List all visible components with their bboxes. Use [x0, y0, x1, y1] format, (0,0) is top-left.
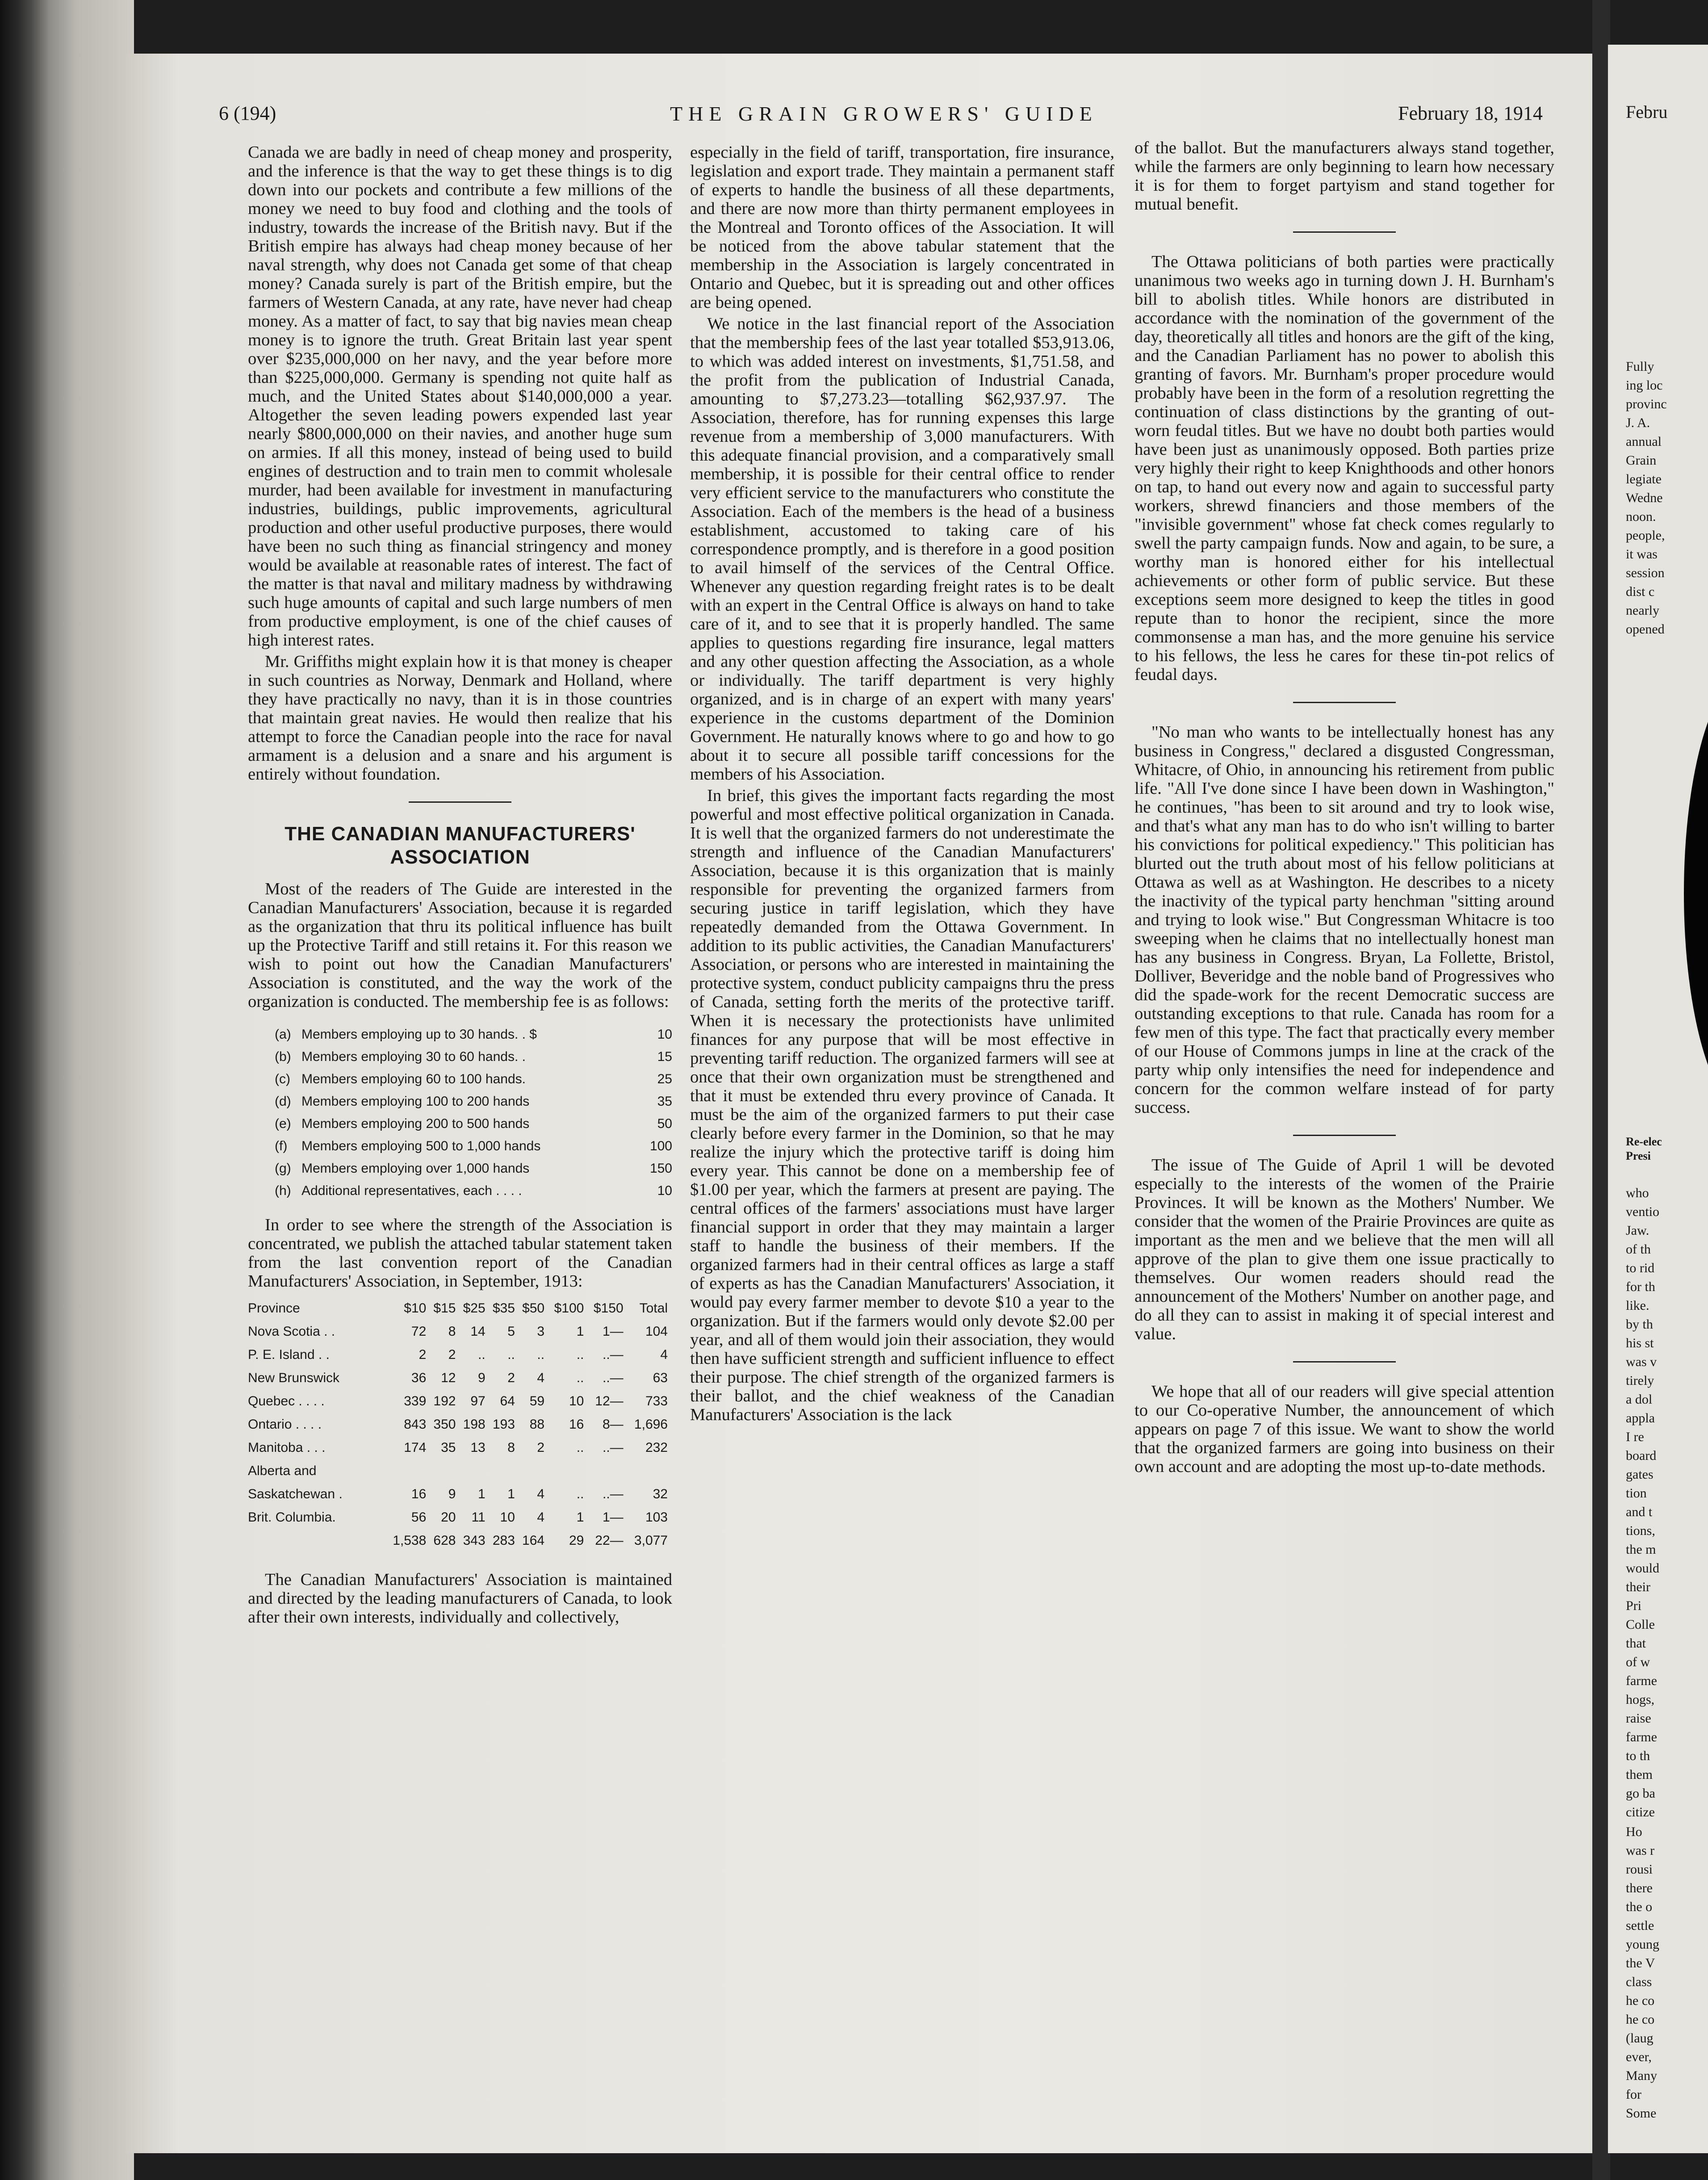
table-row — [248, 1343, 668, 1367]
count-cell: Total — [639, 1301, 668, 1316]
fee-row — [275, 1090, 672, 1113]
text-fragment: noon. — [1626, 509, 1656, 524]
fee-description: Additional representatives, each . . . . — [301, 1183, 522, 1198]
province-cell: Quebec . . . . — [248, 1394, 325, 1409]
count-cell: 104 — [645, 1324, 668, 1339]
count-cell: 232 — [645, 1440, 668, 1455]
section-divider — [1293, 231, 1396, 233]
count-cell: 2 — [419, 1347, 427, 1362]
count-cell: ..— — [602, 1371, 624, 1385]
text-fragment: ventio — [1626, 1204, 1659, 1219]
text-fragment: them — [1626, 1767, 1653, 1782]
text-fragment: Ho — [1626, 1824, 1642, 1839]
count-cell: $150 — [593, 1301, 624, 1316]
text-fragment: J. A. — [1626, 415, 1650, 430]
count-cell: 35 — [441, 1440, 456, 1455]
text-fragment: would — [1626, 1561, 1659, 1576]
count-cell: 2 — [448, 1347, 456, 1362]
count-cell: 72 — [411, 1324, 427, 1339]
text-fragment: Many — [1626, 2068, 1657, 2083]
text-fragment: hogs, — [1626, 1692, 1655, 1707]
province-cell: Nova Scotia . . — [248, 1324, 335, 1339]
table-row — [248, 1459, 668, 1483]
text-fragment: tion — [1626, 1486, 1647, 1501]
count-cell: 4 — [537, 1371, 545, 1385]
table-row — [248, 1529, 668, 1552]
count-cell: $25 — [463, 1301, 486, 1316]
text-fragment: go ba — [1626, 1786, 1655, 1801]
count-cell: 1 — [576, 1510, 584, 1525]
count-cell: 1 — [507, 1487, 515, 1501]
count-cell: $15 — [433, 1301, 456, 1316]
table-row — [248, 1320, 668, 1343]
table-header-row — [248, 1297, 668, 1320]
fee-description: Members employing 100 to 200 hands — [301, 1094, 530, 1109]
text-fragment: was v — [1626, 1354, 1657, 1369]
paragraph: Mr. Griffiths might explain how it is that money is cheaper in such countries as Norway, Denmark and Holland, where they have practically no navy, than it is in those countries that maintain great navies. He would then realize that his attempt to force the Canadian people into the race for naval armament is a delusion and a snare and his argument is entirely without foundation. — [248, 652, 672, 784]
count-cell: ..— — [602, 1347, 624, 1362]
column-1 — [248, 143, 672, 1629]
count-cell: 283 — [492, 1533, 515, 1548]
count-cell: 97 — [470, 1394, 486, 1409]
fee-row — [275, 1135, 672, 1157]
province-cell — [248, 1529, 382, 1552]
count-cell: 9 — [448, 1487, 456, 1501]
count-cell: 339 — [404, 1394, 427, 1409]
count-cell: 4 — [660, 1347, 668, 1362]
count-cell: $10 — [404, 1301, 427, 1316]
count-cell: .. — [576, 1440, 584, 1455]
count-cell: 12 — [441, 1371, 456, 1385]
paragraph: The issue of The Guide of April 1 will be devoted especially to the interests of the women of the Prairie Provinces. It will be known as the Mothers' Number. We consider that the women of the Prairie Provinces are quite as important as the men and we believe that the men will all approve of the plan to give them one issue practically to themselves. Our women readers should read the announcement of the Mothers' Number on another page, and do all they can to assist in making it of special interest and value. — [1134, 1156, 1554, 1343]
count-cell: $100 — [554, 1301, 584, 1316]
fee-amount: 100 — [649, 1139, 672, 1153]
text-fragment: Grain — [1626, 453, 1657, 468]
text-fragment: (laug — [1626, 2031, 1654, 2046]
province-cell: Alberta and — [248, 1463, 317, 1478]
text-fragment: by th — [1626, 1317, 1653, 1332]
count-cell: .. — [537, 1347, 545, 1362]
column-2 — [690, 143, 1114, 1427]
count-cell: 1,538 — [393, 1533, 427, 1548]
text-fragment: farme — [1626, 1673, 1657, 1688]
count-cell: 8 — [507, 1440, 515, 1455]
membership-table — [248, 1297, 668, 1552]
text-fragment: provinc — [1626, 397, 1667, 411]
text-fragment: Presi — [1626, 1149, 1651, 1162]
count-cell: 88 — [529, 1417, 545, 1432]
province-cell: Saskatchewan . — [248, 1487, 343, 1501]
text-fragment: was r — [1626, 1843, 1655, 1858]
fee-amount: 15 — [657, 1049, 672, 1064]
fee-row — [275, 1068, 672, 1090]
count-cell: $35 — [492, 1301, 515, 1316]
text-fragment: his st — [1626, 1336, 1654, 1350]
fee-letter: (e) — [275, 1116, 291, 1131]
fee-description: Members employing 30 to 60 hands. . — [301, 1049, 526, 1064]
count-cell: 8 — [448, 1324, 456, 1339]
text-fragment: the V — [1626, 1956, 1655, 1970]
scan-binding-shadow — [0, 0, 134, 2180]
paragraph: Canada we are badly in need of cheap money and prosperity, and the inference is that the way to get these things is to dig down into our pockets and contribute a few millions of the money we need to buy food and clothing and the tools of industry, towards the increase of the British navy. But if the British empire has always had cheap money because of her naval strength, why does not Canada get some of that cheap money? Canada surely is part of the British empire, but the farmers of Western Canada, at any rate, have never had cheap money. As a matter of fact, to say that big navies mean cheap money is to ignore the truth. Great Britain last year spent over $235,000,000 on her navy, and the year before more than $225,000,000. Germany is spending not quite half as much, and the United States about $140,000,000 a year. Altogether the seven leading powers expended last year nearly $800,000,000 on their navies, and another huge sum on armies. If all this money, instead of being used to build engines of destruction and to train men to commit wholesale murder, had been available for investment in manufacturing industries, buildings, public improvements, agricultural production and other useful productive purposes, there would have been no such thing as financial stringency and money would be available at reasonable rates of interest. The fact of the matter is that naval and military madness by withdrawing such huge amounts of capital and such large numbers of men from productive employment, is one of the chief causes of high interest rates. — [248, 143, 672, 650]
text-fragment: farme — [1626, 1730, 1657, 1744]
fee-row — [275, 1113, 672, 1135]
fee-letter: (f) — [275, 1139, 288, 1153]
section-divider — [1293, 1135, 1396, 1136]
section-divider — [409, 801, 511, 803]
count-cell: 1,696 — [634, 1417, 668, 1432]
text-fragment: gates — [1626, 1467, 1654, 1482]
count-cell — [382, 1459, 426, 1483]
fee-amount: 150 — [649, 1161, 672, 1176]
fee-letter: (h) — [275, 1183, 291, 1198]
count-cell: 2 — [507, 1371, 515, 1385]
fee-description: Members employing over 1,000 hands — [301, 1161, 530, 1176]
fee-amount: 10 — [657, 1183, 672, 1198]
text-fragment: he co — [1626, 2012, 1655, 2027]
fee-row — [275, 1046, 672, 1068]
text-fragment: for — [1626, 2087, 1641, 2102]
text-fragment: of w — [1626, 1655, 1650, 1669]
text-fragment: who — [1626, 1186, 1649, 1200]
count-cell: 16 — [569, 1417, 584, 1432]
fee-amount: 10 — [657, 1027, 672, 1042]
table-row — [248, 1367, 668, 1390]
count-cell: 8— — [602, 1417, 624, 1432]
text-fragment: ing loc — [1626, 378, 1663, 393]
count-cell: .. — [576, 1371, 584, 1385]
count-cell: 3,077 — [634, 1533, 668, 1548]
paragraph: The Ottawa politicians of both parties were practically unanimous two weeks ago in turning down J. H. Burnham's bill to abolish titles. While honors are distributed in accordance with the nomination of the government of the day, theoretically all titles and honors are the gift of the king, and the Canadian Parliament has no power to abolish this granting of favors. Mr. Burnham's proper procedure would probably have been in the form of a resolution regretting the continuation of class distinctions by the granting of out-worn feudal titles. But we have no doubt both parties would have been just as unanimously opposed. Both parties prize very highly their right to keep Knighthoods and other honors on tap, to hand out every now and again to successful party workers, shrewd financiers and those members of the "invisible government" whose fat check comes regularly to swell the party campaign funds. Now and again, to be sure, a worthy man is honored either for his intellectual achievements or other form of public service. But these exceptions seem more designed to keep the titles in good repute than to honor the recipient, since the more commonsense a man has, and the more genuine his service to his fellows, the less he cares for these tin-pot relics of feudal days. — [1134, 252, 1554, 684]
count-cell — [486, 1459, 515, 1483]
fee-letter: (c) — [275, 1072, 290, 1086]
text-fragment: for th — [1626, 1279, 1655, 1294]
text-fragment: Re-elec — [1626, 1135, 1662, 1148]
table-row — [248, 1436, 668, 1459]
paragraph: We notice in the last financial report of the Association that the membership fees of the last year totalled $53,913.06, to which was added interest on investments, $1,751.58, and the profit from the publication of Industrial Canada, amounting to $7,273.23—totalling $62,937.97. The Association, therefore, has for running expenses this large revenue from a membership of 3,000 manufacturers. With this adequate financial provision, and a comparatively small membership, it is possible for their central office to render very efficient service to the manufacturers who constitute the Association. Each of the members is the head of a business establishment, accustomed to taking care of his correspondence promptly, and is therefore in a good position to avail himself of the services of the Central Office. Whenever any question regarding freight rates is to be dealt with an expert in the Central Office is always on hand to take care of it, and to see that it is properly handled. The same applies to questions regarding fire insurance, legal matters and any other question affecting the Association, as a whole or individually. The tariff department is very highly organized, and is in charge of an expert with many years' experience in the customs department of the Dominion Government. He naturally knows where to go and how to go about it to secure all possible tariff concessions for the members of his Association. — [690, 314, 1114, 784]
text-fragment: to th — [1626, 1748, 1650, 1763]
count-cell: 174 — [404, 1440, 427, 1455]
text-fragment: the m — [1626, 1542, 1656, 1557]
column-3 — [1134, 138, 1554, 1479]
table-row — [248, 1483, 668, 1506]
fee-letter: (g) — [275, 1161, 291, 1176]
page-number: 6 (194) — [219, 102, 276, 124]
count-cell: .. — [478, 1347, 486, 1362]
text-fragment: tions, — [1626, 1523, 1655, 1538]
table-row — [248, 1506, 668, 1529]
count-cell: 2 — [537, 1440, 545, 1455]
count-cell: 198 — [463, 1417, 486, 1432]
count-cell: 32 — [653, 1487, 668, 1501]
table-row — [248, 1390, 668, 1413]
text-fragment: appla — [1626, 1411, 1655, 1425]
count-cell: 22— — [595, 1533, 624, 1548]
count-cell: 3 — [537, 1324, 545, 1339]
count-cell: 843 — [404, 1417, 427, 1432]
text-fragment: Jaw. — [1626, 1223, 1649, 1238]
count-cell: 20 — [441, 1510, 456, 1525]
text-fragment: raise — [1626, 1711, 1651, 1726]
count-cell: 1— — [602, 1324, 624, 1339]
count-cell: 9 — [478, 1371, 486, 1385]
count-cell: 29 — [569, 1533, 584, 1548]
text-fragment: the o — [1626, 1899, 1653, 1914]
province-cell: Brit. Columbia. — [248, 1510, 336, 1525]
text-fragment: people, — [1626, 528, 1665, 543]
article-heading: THE CANADIAN MANUFACTURERS' ASSOCIATION — [285, 823, 636, 868]
adjacent-page-caption — [1626, 1135, 1662, 1163]
fee-letter: (d) — [275, 1094, 291, 1109]
count-cell: .. — [576, 1347, 584, 1362]
count-cell: 1— — [602, 1510, 624, 1525]
count-cell: 4 — [537, 1510, 545, 1525]
count-cell: 1 — [576, 1324, 584, 1339]
text-fragment: settle — [1626, 1918, 1654, 1933]
section-divider — [1293, 702, 1396, 703]
count-cell: 13 — [470, 1440, 486, 1455]
count-cell: ..— — [602, 1487, 624, 1501]
count-cell: 350 — [433, 1417, 456, 1432]
fee-amount: 50 — [657, 1116, 672, 1131]
paragraph: "No man who wants to be intellectually honest has any business in Congress," declared a disgusted Congressman, Whitacre, of Ohio, in announcing his retirement from public life. "All I've done since I have been down in Washington," he continues, "has been to sit around and try to look wise, and that's what any man has to do who isn't willing to barter his convictions for political expediency." This politician has blurted out the truth about most of his fellow politicians at Ottawa as well as at Washington. He describes to a nicety the inactivity of the typical party henchman "sitting around and trying to look wise." But Congressman Whitacre is too sweeping when he claims that no intellectually honest man has any business in Congress. Bryan, La Follette, Bristol, Dolliver, Beveridge and the noble band of Progressives who did the spade-work for the recent Democratic success are outstanding exceptions to that rule. Canada has room for a few men of this type. The fact that practically every member of our House of Commons jumps in line at the crack of the party whip only intensifies the need for independence and concern for the common welfare instead of for party success. — [1134, 723, 1554, 1117]
adjacent-page-text — [1626, 357, 1667, 639]
fee-amount: 25 — [657, 1072, 672, 1086]
paragraph: We hope that all of our readers will give special attention to our Co-operative Number, the announcement of which appears on page 7 of this issue. We want to show the world that the organized farmers are going into business on their own account and are adopting the most up-to-date methods. — [1134, 1382, 1554, 1476]
text-fragment: their — [1626, 1580, 1650, 1594]
fee-description: Members employing 500 to 1,000 hands — [301, 1139, 541, 1153]
text-fragment: of th — [1626, 1242, 1651, 1257]
text-fragment: Wedne — [1626, 490, 1663, 505]
count-cell: .. — [576, 1487, 584, 1501]
count-cell — [584, 1459, 623, 1483]
count-cell: 164 — [522, 1533, 545, 1548]
text-fragment: to rid — [1626, 1261, 1655, 1275]
text-fragment: class — [1626, 1975, 1652, 1989]
count-cell — [624, 1459, 668, 1483]
count-cell — [515, 1459, 544, 1483]
count-cell: 11 — [471, 1510, 486, 1525]
adjacent-page-header: Febru — [1626, 102, 1668, 122]
paragraph: In order to see where the strength of the Association is concentrated, we publish the attached tabular statement taken from the last convention report of the Canadian Manufacturers' Association, in September, 1913: — [248, 1216, 672, 1291]
text-fragment: nearly — [1626, 603, 1659, 618]
text-fragment: there — [1626, 1881, 1653, 1895]
adjacent-page-text — [1626, 1823, 1659, 2123]
text-fragment: opened — [1626, 622, 1665, 637]
fee-row — [275, 1023, 672, 1046]
province-cell: P. E. Island . . — [248, 1347, 330, 1362]
count-cell: 5 — [507, 1324, 515, 1339]
count-cell — [456, 1459, 485, 1483]
count-cell: 16 — [411, 1487, 427, 1501]
fee-letter: (a) — [275, 1027, 291, 1042]
count-cell: 12— — [595, 1394, 624, 1409]
text-fragment: a dol — [1626, 1392, 1653, 1407]
text-fragment: Pri — [1626, 1598, 1642, 1613]
text-fragment: rousi — [1626, 1862, 1653, 1877]
count-cell: 103 — [645, 1510, 668, 1525]
count-cell: 193 — [492, 1417, 515, 1432]
province-cell: New Brunswick — [248, 1371, 340, 1385]
section-divider — [1293, 1361, 1396, 1362]
province-cell: Province — [248, 1301, 300, 1316]
count-cell: 14 — [470, 1324, 486, 1339]
count-cell: 10 — [500, 1510, 515, 1525]
count-cell: 10 — [569, 1394, 584, 1409]
count-cell: 63 — [653, 1371, 668, 1385]
masthead-title: THE GRAIN GROWERS' GUIDE — [670, 102, 1098, 125]
issue-date: February 18, 1914 — [1398, 102, 1543, 124]
province-cell: Manitoba . . . — [248, 1440, 326, 1455]
text-fragment: ever, — [1626, 2050, 1652, 2064]
text-fragment: I re — [1626, 1430, 1644, 1444]
fee-description: Members employing up to 30 hands. . $ — [301, 1027, 537, 1042]
text-fragment: that — [1626, 1636, 1646, 1651]
text-fragment: it was — [1626, 547, 1658, 562]
paragraph: In brief, this gives the important facts regarding the most powerful and most effective political organization in Canada. It is well that the organized farmers do not underestimate the strength and influence of the Canadian Manufacturers' Association, because it is this organization that is mainly responsible for preventing the organized farmers from securing justice in tariff legislation, which they have repeatedly demanded from the Ottawa Government. In addition to its public activities, the Canadian Manufacturers' Association, or persons who are interested in maintaining the protective system, conduct publicity campaigns thru the press of Canada, setting forth the merits of the protective tariff. When it is necessary the protectionists have unlimited finances for any purpose that will be most effective in preventing tariff reduction. The organized farmers will see at once that their own organization must be strengthened and that it must be extended thru every province of Canada. It must be the aim of the organized farmers to put their case clearly before every farmer in the Dominion, so that he may realize the injury which the protective tariff is doing him every year. This cannot be done on a membership fee of $1.00 per year, which the farmers at present are paying. The central offices of the farmers' associations must have larger financial support in order that they may maintain a larger staff to handle the business of their members. If the organized farmers had in their central offices as large a staff of experts as has the Canadian Manufacturers' Association, it would pay every farmer member to devote $10 a year to the organization. But if the farmers would only devote $2.00 per year, and all of them would join their association, they would then have sufficient strength and sufficient influence to effect their purpose. The chief strength of the organized farmers is their ballot, and the chief weakness of the Canadian Manufacturers' Association is the lack — [690, 786, 1114, 1424]
fee-amount: 35 — [657, 1094, 672, 1109]
count-cell: ..— — [602, 1440, 624, 1455]
paragraph: especially in the field of tariff, transportation, fire insurance, legislation and export trade. They maintain a permanent staff of experts to handle the business of all these departments, and there are now more than thirty permanent employees in the Montreal and Toronto offices of the Association. It will be noticed from the above tabular statement that the membership in the Association is largely concentrated in Ontario and Quebec, but it is spreading out and other offices are being opened. — [690, 143, 1114, 312]
paragraph: of the ballot. But the manufacturers always stand together, while the farmers are only beginning to learn how necessary it is for them to forget partyism and stand together for mutual benefit. — [1134, 138, 1554, 214]
count-cell: 4 — [537, 1487, 545, 1501]
text-fragment: he co — [1626, 1993, 1655, 2008]
text-fragment: annual — [1626, 434, 1662, 449]
count-cell: 192 — [433, 1394, 456, 1409]
text-fragment: like. — [1626, 1298, 1649, 1313]
page-gutter — [1592, 0, 1610, 2180]
fee-letter: (b) — [275, 1049, 291, 1064]
count-cell: 343 — [463, 1533, 486, 1548]
count-cell: 59 — [529, 1394, 545, 1409]
count-cell — [544, 1459, 584, 1483]
fee-row — [275, 1157, 672, 1180]
text-fragment: citize — [1626, 1805, 1655, 1819]
count-cell: $50 — [522, 1301, 545, 1316]
text-fragment: Colle — [1626, 1617, 1655, 1632]
count-cell: 56 — [411, 1510, 427, 1525]
count-cell: 733 — [645, 1394, 668, 1409]
text-fragment: and t — [1626, 1505, 1653, 1519]
province-cell: Ontario . . . . — [248, 1417, 322, 1432]
count-cell: 628 — [433, 1533, 456, 1548]
fee-description: Members employing 60 to 100 hands. — [301, 1072, 526, 1086]
count-cell: 1 — [478, 1487, 486, 1501]
paragraph: The Canadian Manufacturers' Association is maintained and directed by the leading manufacturers of Canada, to look after their own interests, individually and collectively, — [248, 1570, 672, 1627]
fee-row — [275, 1180, 672, 1202]
count-cell: 36 — [411, 1371, 427, 1385]
fee-description: Members employing 200 to 500 hands — [301, 1116, 530, 1131]
table-row — [248, 1413, 668, 1436]
count-cell — [426, 1459, 456, 1483]
membership-fee-list — [275, 1023, 672, 1202]
text-fragment: session — [1626, 566, 1665, 580]
text-fragment: young — [1626, 1937, 1659, 1952]
text-fragment: Some — [1626, 2106, 1657, 2121]
text-fragment: tirely — [1626, 1373, 1654, 1388]
paragraph: Most of the readers of The Guide are interested in the Canadian Manufacturers' Association, because it is regarded as the organization that thru its political influence has built up the Protective Tariff and still retains it. For this reason we wish to point out how the Canadian Manufacturers' Association is constituted, and the way the work of the organization is conducted. The membership fee is as follows: — [248, 880, 672, 1011]
text-fragment: dist c — [1626, 584, 1655, 599]
text-fragment: Fully — [1626, 359, 1654, 374]
count-cell: .. — [507, 1347, 515, 1362]
adjacent-page-text — [1626, 1184, 1659, 1822]
text-fragment: board — [1626, 1448, 1657, 1463]
count-cell: 64 — [500, 1394, 515, 1409]
text-fragment: legiate — [1626, 472, 1662, 486]
